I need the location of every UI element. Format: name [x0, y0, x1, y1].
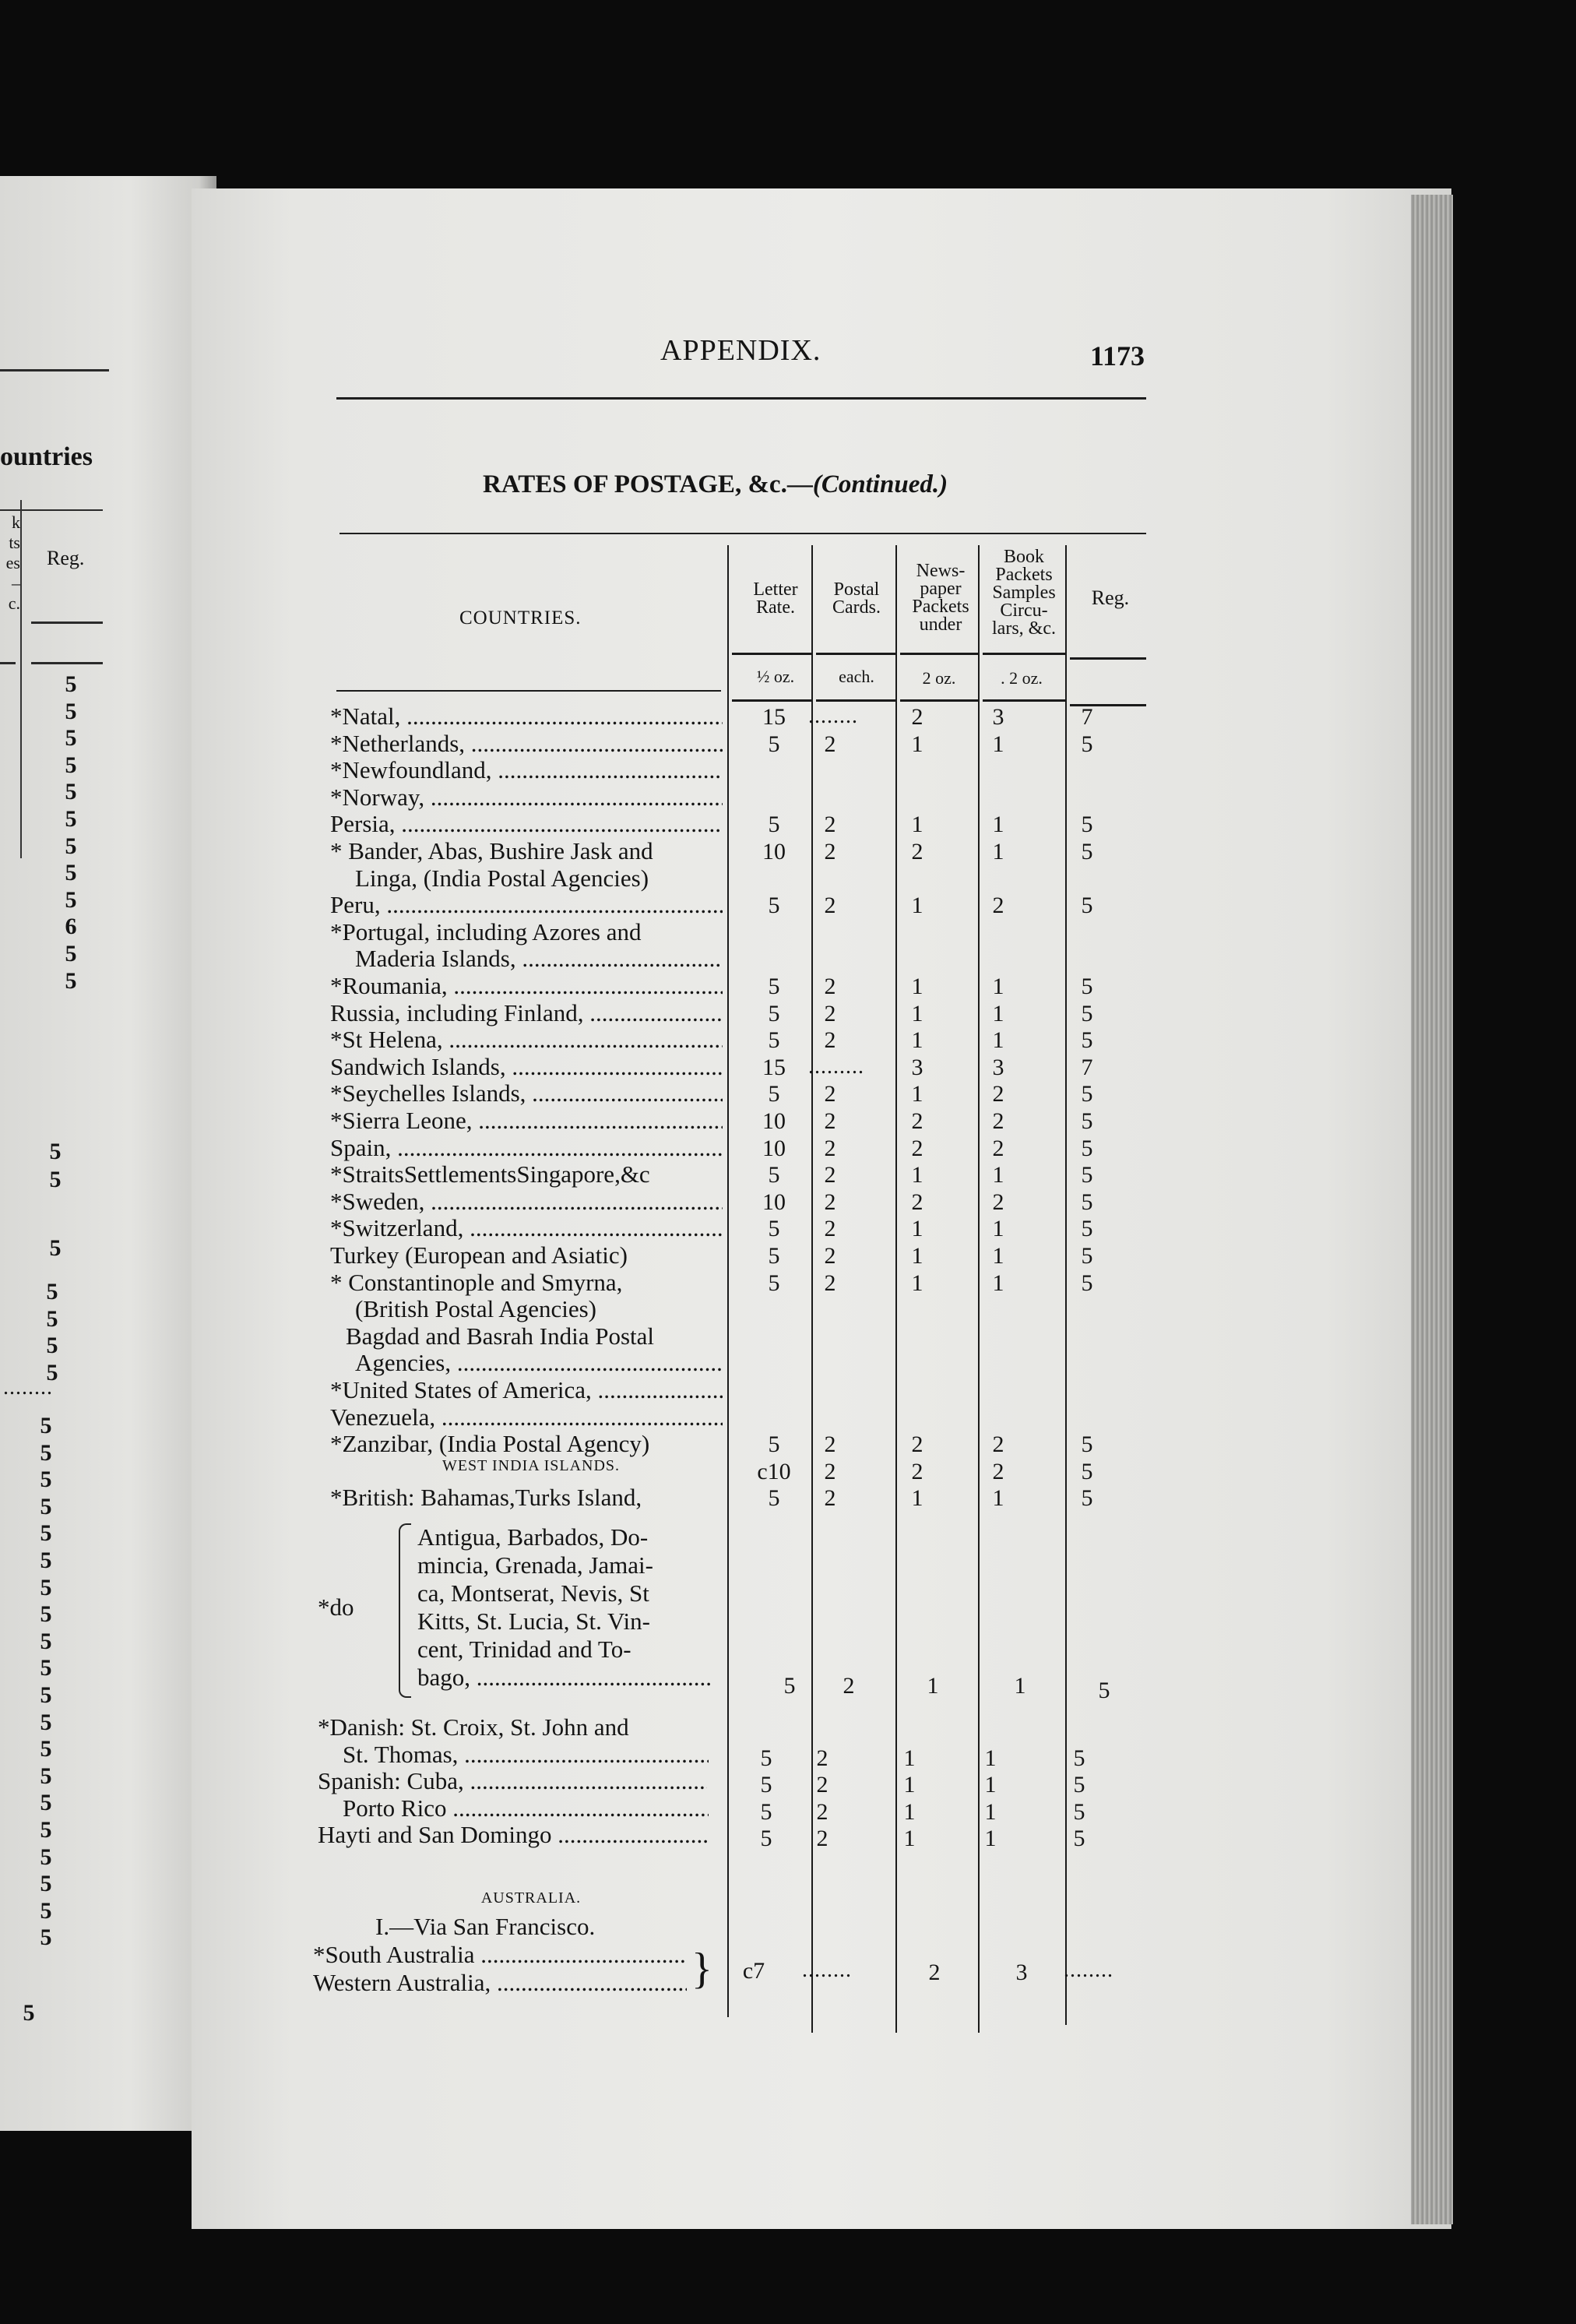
row-label: Venezuela, ..... [330, 1403, 723, 1431]
left-reg-value: 5 [46, 1333, 58, 1358]
cell-news: 1 [903, 1826, 916, 1851]
row-label: *Roumania, ..... [330, 972, 723, 1000]
cell-letter: 5 [768, 731, 780, 757]
row-label: Agencies, ..... [355, 1349, 723, 1377]
cell-cards: 2 [824, 1081, 836, 1107]
cell-news: 1 [903, 1799, 916, 1825]
cell-cards: 2 [816, 1799, 828, 1825]
cell-letter: 5 [760, 1745, 772, 1771]
letter-header-rule [732, 653, 811, 655]
cell-book: 1 [992, 1027, 1004, 1053]
book-packets-header-line: Book [1003, 547, 1044, 567]
cell-reg: 5 [1081, 1216, 1093, 1241]
row-label: Linga, (India Postal Agencies) [355, 864, 649, 892]
left-reg-value: 5 [46, 1360, 58, 1386]
letter-unit: ½ oz. [756, 667, 795, 686]
cell-reg: 5 [1081, 1431, 1093, 1457]
newspaper-header-line: under [919, 614, 962, 635]
cell-cards: 2 [824, 1270, 836, 1296]
letter-rate-header [735, 581, 816, 617]
cell-letter: 10 [762, 839, 786, 864]
cell-cards: 2 [824, 1189, 836, 1215]
row-label: *Seychelles Islands, ..... [330, 1079, 723, 1107]
do-line: bago, ..... [417, 1664, 713, 1692]
left-reg-value: 6 [65, 914, 77, 939]
cell-reg: 5 [1081, 1270, 1093, 1296]
cell-news: 1 [911, 1485, 923, 1511]
cell-letter: 5 [768, 812, 780, 837]
left-reg-value: 5 [40, 1790, 52, 1815]
row-label: Sandwich Islands, ..... [330, 1053, 723, 1081]
left-reg-value: 5 [40, 1710, 52, 1735]
newspaper-header-line: paper [920, 579, 962, 599]
left-reg-value: 5 [40, 1736, 52, 1762]
row-label: (British Postal Agencies) [355, 1295, 596, 1322]
left-fragment-4: – [12, 573, 20, 593]
cell-cards: 2 [816, 1826, 828, 1851]
cell-book: 1 [984, 1799, 997, 1825]
row-label: WEST INDIA ISLANDS. [441, 1457, 621, 1474]
cell-news: 1 [911, 1243, 923, 1269]
cell-letter: 5 [760, 1826, 772, 1851]
cell-reg: 5 [1081, 1485, 1093, 1511]
cell-letter: 10 [762, 1108, 786, 1134]
australia-book: 3 [1015, 1960, 1028, 1985]
cell-news: 1 [911, 1081, 923, 1107]
cell-news: 2 [911, 1431, 923, 1457]
newspaper-header-line: Packets [912, 597, 969, 617]
cell-news: 2 [911, 1459, 923, 1484]
news-unit-rule [900, 699, 978, 702]
left-countries-heading: ountries [0, 442, 93, 471]
left-reg-value: 5 [46, 1279, 58, 1305]
cell-reg: 5 [1081, 1001, 1093, 1026]
left-reg-value: 5 [40, 1924, 52, 1950]
cell-news: 1 [911, 812, 923, 837]
cell-letter: 5 [768, 1243, 780, 1269]
left-reg-value: 5 [65, 860, 77, 886]
left-reg-header: Reg. [47, 547, 85, 569]
left-reg-value: 5 [40, 1871, 52, 1896]
left-reg-rule-2 [31, 662, 103, 664]
cell-news: 2 [911, 704, 923, 730]
row-label: *Netherlands, ..... [330, 730, 723, 758]
left-head-rule [0, 369, 109, 371]
cell-news: 1 [911, 1001, 923, 1026]
cell-news: 1 [911, 1270, 923, 1296]
book-packets-header-line: Samples [992, 583, 1056, 603]
do-label: *do [318, 1593, 354, 1621]
left-reg-value: 5 [49, 1167, 62, 1192]
page-edge [1411, 195, 1453, 2224]
cell-news: 1 [911, 1162, 923, 1188]
cell-news: 2 [911, 839, 923, 864]
left-reg-value: 5 [49, 1139, 62, 1164]
south-australia-label: *South Australia ..... [313, 1941, 687, 1969]
left-reg-value: 5 [65, 968, 77, 994]
row-label: *StraitsSettlementsSingapore,&c [330, 1160, 650, 1188]
australia-subheading: I.—Via San Francisco. [375, 1913, 596, 1940]
left-reg-value: 5 [23, 2000, 35, 2026]
left-reg-value: 5 [40, 1655, 52, 1681]
australia-reg: ........ [1064, 1958, 1113, 1982]
left-reg-value: 5 [46, 1306, 58, 1332]
left-fragment-1: k [12, 512, 20, 532]
reg-header: Reg. [1091, 586, 1130, 609]
newspaper-header [902, 562, 980, 634]
left-reg-value: 5 [40, 1817, 52, 1843]
title-rule [339, 533, 1146, 534]
cell-reg: 5 [1081, 812, 1093, 837]
cell-book: 1 [992, 1001, 1004, 1026]
previous-page [0, 176, 216, 2131]
postal-cards-header-line: Postal [833, 579, 880, 600]
countries-rule [336, 690, 721, 692]
cell-book: 2 [992, 1136, 1004, 1161]
cell-letter: 10 [762, 1136, 786, 1161]
cell-news: 1 [903, 1745, 916, 1771]
left-reg-value: 5 [40, 1898, 52, 1924]
cell-letter: 5 [768, 1081, 780, 1107]
left-reg-value: 5 [40, 1601, 52, 1627]
cell-reg: 5 [1081, 1243, 1093, 1269]
cell-book: 3 [992, 1055, 1004, 1080]
left-column-fragment [0, 512, 20, 614]
cell-cards: 2 [824, 1027, 836, 1053]
western-australia-label: Western Australia, ..... [313, 1969, 687, 1997]
cell-book: 2 [992, 1108, 1004, 1134]
cell-book: 2 [992, 1459, 1004, 1484]
do-letter: 5 [783, 1673, 796, 1699]
cell-book: 1 [992, 839, 1004, 864]
cell-cards: 2 [824, 1485, 836, 1511]
do-book: 1 [1014, 1673, 1026, 1699]
book-packets-header-line: Circu- [1000, 600, 1048, 621]
cell-cards: 2 [824, 812, 836, 837]
left-reg-value: 5 [40, 1413, 52, 1438]
cell-book: 1 [992, 1216, 1004, 1241]
book-unit: . 2 oz. [1001, 668, 1043, 688]
cell-news: 1 [911, 893, 923, 918]
cell-cards: 2 [824, 893, 836, 918]
running-head: APPENDIX. [660, 334, 821, 367]
row-label: Spanish: Cuba, ..... [318, 1767, 707, 1795]
left-reg-value: 5 [40, 1494, 52, 1519]
cell-letter: 5 [768, 893, 780, 918]
left-reg-value: 5 [65, 779, 77, 805]
cell-book: 2 [992, 1189, 1004, 1215]
left-reg-value: 5 [65, 671, 77, 697]
cell-reg: 5 [1081, 1189, 1093, 1215]
news-unit: 2 oz. [922, 668, 956, 688]
row-label: *British: Bahamas,Turks Island, [330, 1484, 642, 1511]
cell-book: 1 [992, 1270, 1004, 1296]
cell-reg: 5 [1081, 893, 1093, 918]
cell-book: 2 [992, 893, 1004, 918]
book-packets-header [981, 548, 1067, 638]
cell-news: 1 [911, 1216, 923, 1241]
australia-brace: } [691, 1945, 712, 1993]
left-column-divider [20, 500, 22, 858]
cell-letter: 5 [768, 974, 780, 999]
left-reg-value: 5 [40, 1575, 52, 1600]
cell-letter: 5 [768, 1485, 780, 1511]
row-label: *Zanzibar, (India Postal Agency) [330, 1430, 650, 1457]
letter-rate-header-line: Rate. [756, 597, 795, 618]
row-label: Spain, ..... [330, 1134, 723, 1162]
cell-cards: 2 [824, 1162, 836, 1188]
table-title-continued: (Continued.) [812, 470, 948, 498]
left-reg-value: 5 [65, 699, 77, 724]
left-reg-value: 5 [49, 1235, 62, 1261]
row-label: Hayti and San Domingo ..... [318, 1821, 707, 1849]
cell-news: 1 [911, 1027, 923, 1053]
row-label: *Natal, ..... [330, 702, 723, 731]
cell-reg: 5 [1073, 1772, 1085, 1798]
do-line: ca, Montserat, Nevis, St [417, 1579, 649, 1607]
cell-letter: 5 [768, 1162, 780, 1188]
cell-cards: 2 [824, 1459, 836, 1484]
column-line [727, 545, 729, 2017]
cell-cards: ......... [808, 1055, 864, 1079]
brace [399, 1523, 411, 1698]
left-reg-value: 5 [40, 1629, 52, 1654]
book-unit-rule [983, 699, 1065, 702]
cell-book: 2 [992, 1431, 1004, 1457]
cell-cards: 2 [824, 974, 836, 999]
cell-reg: 7 [1081, 1055, 1093, 1080]
cell-news: 1 [911, 731, 923, 757]
cell-news: 2 [911, 1108, 923, 1134]
letter-rate-header-line: Letter [753, 579, 798, 600]
australia-cards: ........ [802, 1958, 852, 1982]
do-news: 1 [927, 1673, 939, 1699]
cell-cards: 2 [816, 1745, 828, 1771]
left-fragment-2: ts [9, 533, 20, 552]
letter-unit-rule [732, 699, 811, 702]
left-table-rule [0, 509, 103, 511]
cards-unit-rule [816, 699, 895, 702]
table-title [483, 470, 948, 499]
cell-book: 2 [992, 1081, 1004, 1107]
do-line: Kitts, St. Lucia, St. Vin- [417, 1607, 650, 1635]
cell-news: 2 [911, 1136, 923, 1161]
cell-reg: 5 [1081, 839, 1093, 864]
reg-header-rule [1070, 657, 1146, 660]
cell-cards: 2 [824, 1108, 836, 1134]
cell-reg: 5 [1073, 1826, 1085, 1851]
cell-book: 1 [992, 1162, 1004, 1188]
left-reg-value: 5 [40, 1520, 52, 1546]
postal-cards-header-line: Cards. [832, 597, 881, 618]
do-line: cent, Trinidad and To- [417, 1636, 631, 1663]
cell-cards: 2 [824, 1001, 836, 1026]
cell-book: 1 [984, 1826, 997, 1851]
row-label: * Constantinople and Smyrna, [330, 1269, 623, 1296]
do-reg: 5 [1098, 1678, 1110, 1703]
do-line: Antigua, Barbados, Do- [417, 1523, 649, 1551]
cell-cards: 2 [824, 1243, 836, 1269]
cell-reg: 5 [1081, 1162, 1093, 1188]
cell-book: 1 [984, 1772, 997, 1798]
left-dots: ........ [3, 1375, 53, 1400]
book-packets-header-line: lars, &c. [992, 618, 1056, 639]
left-reg-value: 5 [65, 941, 77, 967]
cell-reg: 5 [1081, 1081, 1093, 1107]
row-label: *Norway, ..... [330, 783, 723, 812]
book-packets-header-line: Packets [995, 565, 1053, 585]
left-reg-value: 5 [40, 1548, 52, 1573]
book-header-rule [983, 653, 1065, 655]
page-number: 1173 [1090, 340, 1145, 371]
left-reg-rule [31, 621, 103, 624]
left-reg-value: 5 [65, 833, 77, 859]
cell-book: 1 [992, 974, 1004, 999]
countries-header: COUNTRIES. [459, 607, 582, 629]
left-reg-value: 5 [40, 1440, 52, 1466]
left-reg-value: 5 [40, 1763, 52, 1789]
cell-reg: 5 [1081, 1136, 1093, 1161]
cell-letter: 10 [762, 1189, 786, 1215]
cell-letter: c10 [757, 1459, 791, 1484]
row-label: *St Helena, ..... [330, 1026, 723, 1054]
australia-letter: c7 [742, 1958, 765, 1984]
cell-book: 1 [992, 1485, 1004, 1511]
cards-header-rule [816, 653, 895, 655]
cell-cards: ........ [808, 704, 858, 728]
left-col-rule [0, 662, 16, 664]
table-title-text: RATES OF POSTAGE, &c.— [483, 470, 813, 498]
header-rule [336, 397, 1146, 400]
cell-letter: 5 [768, 1001, 780, 1026]
left-fragment-3: es [5, 553, 20, 572]
cell-cards: 2 [824, 1136, 836, 1161]
cell-cards: 2 [824, 839, 836, 864]
cell-reg: 5 [1081, 1459, 1093, 1484]
cell-cards: 2 [824, 1431, 836, 1457]
cell-book: 1 [984, 1745, 997, 1771]
cell-book: 1 [992, 1243, 1004, 1269]
left-reg-value: 5 [40, 1844, 52, 1870]
do-line: mincia, Grenada, Jamai- [417, 1551, 653, 1579]
cell-news: 1 [903, 1772, 916, 1798]
cell-cards: 2 [824, 1216, 836, 1241]
left-reg-value: 5 [40, 1467, 52, 1492]
australia-news: 2 [928, 1960, 941, 1985]
cell-reg: 5 [1081, 1027, 1093, 1053]
row-label: Turkey (European and Asiatic) [330, 1241, 628, 1269]
cell-letter: 5 [768, 1431, 780, 1457]
row-label: Maderia Islands, ..... [355, 945, 723, 973]
cell-letter: 5 [768, 1027, 780, 1053]
australia-heading: AUSTRALIA. [480, 1889, 582, 1907]
row-label: Bagdad and Basrah India Postal [346, 1322, 655, 1350]
newspaper-header-line: News- [916, 561, 966, 581]
row-label: *Sweden, ..... [330, 1188, 723, 1216]
postal-cards-header [818, 581, 895, 617]
left-fragment-5: c. [8, 593, 20, 613]
cell-book: 1 [992, 812, 1004, 837]
cell-reg: 5 [1081, 1108, 1093, 1134]
row-label: *Switzerland, ..... [330, 1214, 723, 1242]
row-label: *Sierra Leone, ..... [330, 1107, 723, 1135]
cell-letter: 15 [762, 1055, 786, 1080]
news-header-rule [900, 653, 978, 655]
cell-letter: 5 [760, 1772, 772, 1798]
cell-news: 3 [911, 1055, 923, 1080]
left-reg-value: 5 [65, 806, 77, 832]
cell-reg: 5 [1073, 1745, 1085, 1771]
do-cards: 2 [843, 1673, 855, 1699]
left-reg-value: 5 [40, 1682, 52, 1708]
row-label: Peru, ..... [330, 891, 723, 919]
row-label: Porto Rico ..... [343, 1794, 709, 1822]
cell-cards: 2 [816, 1772, 828, 1798]
left-reg-value: 5 [65, 725, 77, 751]
row-label: St. Thomas, ..... [343, 1741, 709, 1769]
cell-cards: 2 [824, 731, 836, 757]
cell-reg: 5 [1073, 1799, 1085, 1825]
cell-letter: 15 [762, 704, 786, 730]
row-label: Russia, including Finland, ..... [330, 999, 723, 1027]
row-label: *Danish: St. Croix, St. John and [318, 1713, 629, 1741]
row-label: * Bander, Abas, Bushire Jask and [330, 837, 653, 864]
row-label: Persia, ..... [330, 810, 723, 838]
row-label: *Portugal, including Azores and [330, 918, 642, 945]
row-label: *Newfoundland, ..... [330, 756, 723, 784]
cell-reg: 5 [1081, 731, 1093, 757]
cards-unit: each. [839, 667, 874, 686]
cell-book: 3 [992, 704, 1004, 730]
cell-reg: 7 [1081, 704, 1093, 730]
cell-book: 1 [992, 731, 1004, 757]
cell-letter: 5 [768, 1216, 780, 1241]
cell-letter: 5 [768, 1270, 780, 1296]
row-label: *United States of America, ..... [330, 1376, 723, 1404]
left-reg-value: 5 [65, 887, 77, 913]
cell-news: 1 [911, 974, 923, 999]
cell-news: 2 [911, 1189, 923, 1215]
cell-letter: 5 [760, 1799, 772, 1825]
cell-reg: 5 [1081, 974, 1093, 999]
left-reg-value: 5 [65, 752, 77, 778]
